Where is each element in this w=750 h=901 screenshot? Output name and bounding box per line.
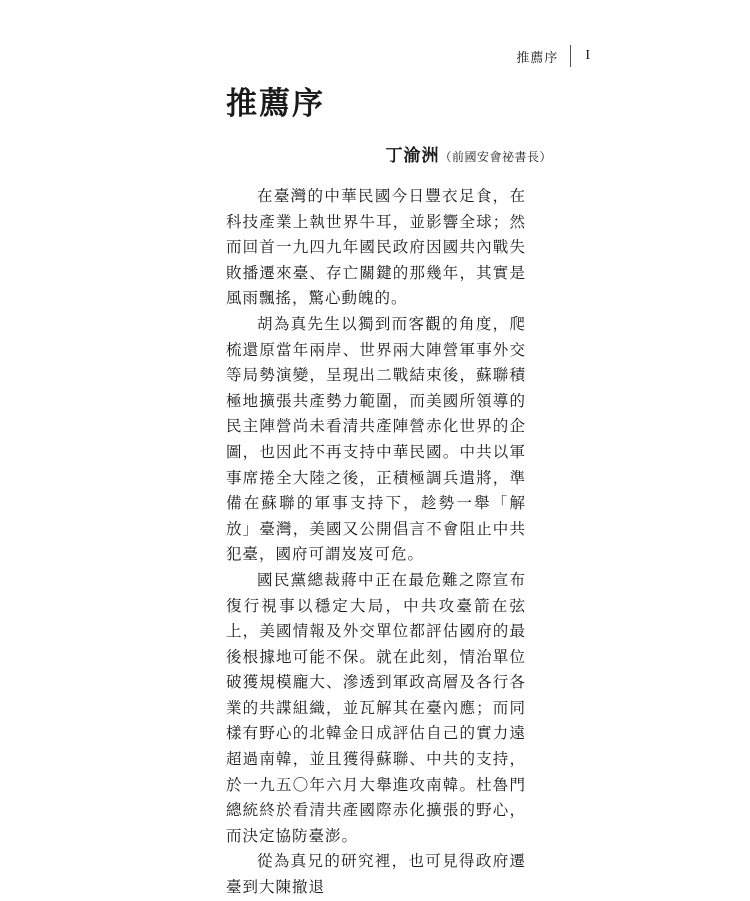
paragraph: 國民黨總裁蔣中正在最危難之際宣布復行視事以穩定大局，中共攻臺箭在弦上，美國情報及外交單位都評估國府的最後根據地可能不保。就在此刻，情治單位破獲規模龐大、滲透到軍政高層及各行各業的共諜組織，並瓦解其在臺內應；而同樣有野心的北韓金日成評估自己的實力遠超過南韓，並且獲得蘇聯、中共的支持，於一九五〇年六月大舉進攻南韓。杜魯門總統終於看清共產國際赤化擴張的野心，而決定協防臺澎。: [226, 570, 526, 845]
paragraph: 從為真兄的研究裡，也可見得政府遷臺到大陳撤退: [226, 852, 526, 897]
running-header: [516, 44, 590, 68]
running-header-title: 推薦序: [516, 50, 559, 66]
body-text: [226, 184, 526, 901]
author-affiliation: （前國安會祕書長）: [439, 150, 552, 164]
author-name: 丁渝洲: [385, 146, 440, 166]
byline: [385, 141, 552, 166]
chapter-title: 推薦序: [226, 86, 325, 122]
paragraph: 胡為真先生以獨到而客觀的角度，爬梳還原當年兩岸、世界兩大陣營軍事外交等局勢演變，呈現出二戰結束後，蘇聯積極地擴張共產勢力範圍，而美國所領導的民主陣營尚未看清共產陣營赤化世界的企圖，也因此不再支持中華民國。中共以軍事席捲全大陸之後，正積極調兵遣將，準備在蘇聯的軍事支持下，趁勢一舉「解放」臺灣，美國又公開倡言不會阻止中共犯臺，國府可謂岌岌可危。: [226, 314, 526, 564]
page-number: I: [585, 48, 590, 63]
paragraph: 在臺灣的中華民國今日豐衣足食，在科技產業上執世界牛耳，並影響全球；然而回首一九四九年國民政府因國共內戰失敗播遷來臺、存亡關鍵的那幾年，其實是風雨飄搖，驚心動魄的。: [226, 187, 526, 308]
